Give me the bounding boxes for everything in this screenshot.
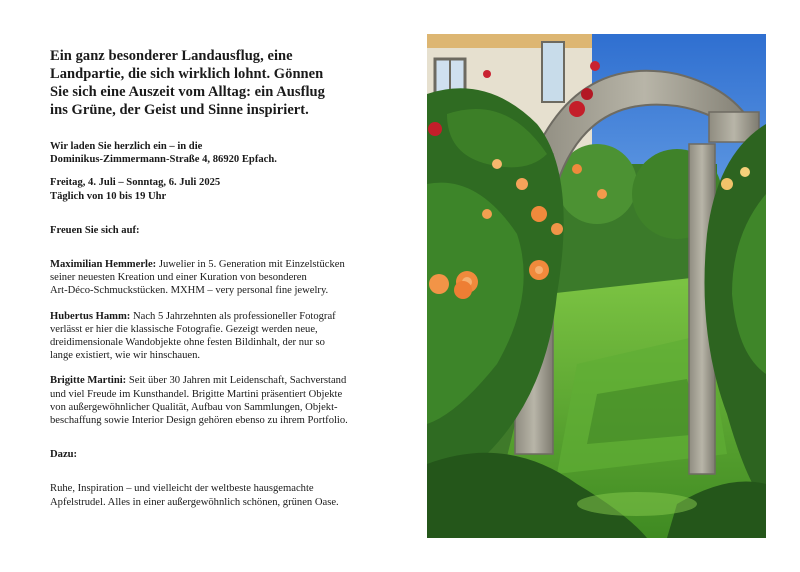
exhibitor-text: Juwelier in 5. Generation mit Einzelstücken [156, 259, 345, 271]
exhibitor-text: lange existiert, wie wir hinschauen. [50, 350, 201, 362]
invitation-address: Dominikus-Zimmermann-Straße 4, 86920 Epfach. [50, 154, 277, 166]
text-column [50, 47, 395, 521]
headline [50, 47, 395, 119]
exhibitor-text: seiner neuesten Kreation und einer Kuration von besonderen [50, 272, 307, 284]
opening-hours: Täglich von 10 bis 19 Uhr [50, 190, 167, 202]
house-window [542, 42, 564, 102]
closing-text [50, 482, 395, 508]
exhibitor-text: beschaffung sowie Interior Design gehören ebenso zu ihrem Portfolio. [50, 415, 348, 427]
rose [531, 206, 547, 222]
exhibitor-text: Art-Déco-Schmuckstücken. MXHM – very personal fine jewelry. [50, 285, 329, 297]
garden-arch-photo [427, 34, 766, 538]
garden-arch-illustration [427, 34, 766, 538]
exhibitor-text: Seit über 30 Jahren mit Leidenschaft, Sachverstand [126, 375, 347, 387]
exhibitor-name: Hubertus Hamm: [50, 310, 131, 322]
headline-line: Sie sich eine Auszeit vom Alltag: ein Ausflug [50, 84, 325, 100]
closing-line: Apfelstrudel. Alles in einer außergewöhnlich schönen, grünen Oase. [50, 496, 339, 508]
exhibitor-text: Nach 5 Jahrzehnten als professioneller Fotograf [130, 310, 336, 322]
closing-line: Ruhe, Inspiration – und vielleicht der weltbeste hausgemachte [50, 483, 314, 495]
exhibitor-text: dreidimensionale Wandobjekte ohne festen Bildinhalt, der nur so [50, 337, 325, 349]
exhibitor-name: Maximilian Hemmerle: [50, 259, 157, 271]
intro-label: Freuen Sie sich auf: [50, 224, 140, 236]
date-range: Freitag, 4. Juli – Sonntag, 6. Juli 2025 [50, 177, 221, 189]
event-dates [50, 176, 395, 202]
rose-red [569, 101, 585, 117]
extra-label: Dazu: [50, 449, 78, 461]
invitation [50, 140, 395, 166]
exhibitor-name: Brigitte Martini: [50, 375, 127, 387]
headline-line: Ein ganz besonderer Landausflug, eine [50, 48, 293, 64]
headline-line: Landpartie, die sich wirklich lohnt. Gönnen [50, 66, 324, 82]
invitation-line: Wir laden Sie herzlich ein – in die [50, 141, 203, 152]
exhibitor-text: und viel Freude im Kunsthandel. Brigitte Martini präsentiert Objekte [50, 388, 343, 400]
exhibitor-text: von außergewöhnlicher Qualität, Aufbau von Sammlungen, Objekt- [50, 401, 338, 413]
exhibitor-text: verlässt er hier die klassische Fotografie. Gezeigt werden neue, [50, 323, 318, 335]
exhibitor-hemmerle [50, 258, 395, 298]
exhibitor-martini [50, 374, 395, 427]
headline-line: ins Grüne, der Geist und Sinne inspiriert. [50, 102, 309, 118]
rose [429, 274, 449, 294]
exhibitor-hamm [50, 310, 395, 363]
